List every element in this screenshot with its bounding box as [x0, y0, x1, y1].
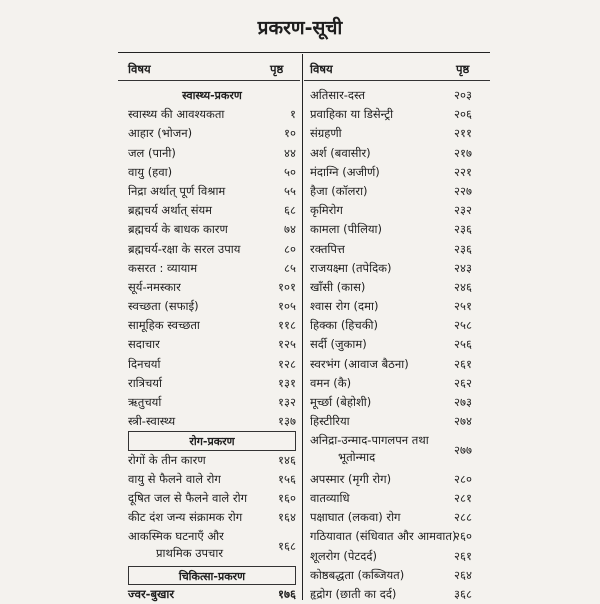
toc-entry: [310, 220, 472, 239]
toc-entry-title: हैजा (कॉलरा): [310, 183, 368, 198]
toc-entry: [128, 393, 296, 412]
toc-entry-page: २३६: [454, 222, 472, 237]
toc-entry: [310, 508, 472, 527]
toc-entry-page: २६१: [454, 356, 472, 371]
toc-entry-page: २३६: [454, 241, 472, 256]
toc-entry-title: पक्षाघात (लकवा) रोग: [310, 510, 401, 525]
toc-entry-title: वायु (हवा): [128, 164, 173, 179]
toc-entry-title: वातव्याधि: [310, 490, 350, 505]
toc-entry-page: ८५: [284, 260, 296, 275]
toc-entry: [128, 585, 296, 604]
toc-entry-page: १३१: [278, 375, 296, 390]
toc-entry: [310, 527, 472, 546]
toc-entry: [310, 86, 472, 105]
toc-entry-title: निद्रा अर्थात् पूर्ण विश्राम: [128, 183, 226, 198]
toc-entry-title-line1: अनिद्रा-उन्माद-पागलपन तथा: [310, 433, 429, 448]
page-title: प्रकरण-सूची: [257, 17, 343, 39]
toc-entry-page: २१७: [454, 145, 472, 160]
toc-entry-page: ११८: [278, 318, 296, 333]
toc-entry-page: २७३: [454, 395, 472, 409]
title-rule: [118, 52, 490, 53]
section-heading-label: रोग-प्रकरण: [189, 435, 235, 449]
toc-entry-title: ब्रह्मचर्य-रक्षा के सरल उपाय: [128, 241, 241, 256]
toc-entry-page: २८०: [454, 471, 472, 486]
left-contents-list: [128, 86, 296, 604]
toc-entry: [128, 489, 296, 508]
toc-entry-page: ७४: [284, 222, 296, 237]
toc-entry-page: १२५: [278, 337, 296, 352]
toc-entry-title: दिनचर्या: [128, 356, 161, 371]
toc-entry-page: १३२: [278, 395, 296, 409]
toc-entry: [310, 393, 472, 412]
toc-entry-page: १२८: [278, 356, 296, 371]
toc-entry-title: मूर्च्छा (बेहोशी): [310, 395, 372, 409]
toc-entry-page: १४६: [278, 452, 296, 467]
toc-entry-page: १६०: [278, 490, 296, 505]
toc-entry-page: २७४: [454, 414, 472, 429]
toc-entry-page: १५६: [278, 471, 296, 486]
toc-entry-title: रात्रिचर्या: [128, 375, 162, 390]
toc-entry: [310, 240, 472, 259]
toc-entry-title: ब्रह्मचर्य के बाधक कारण: [128, 222, 228, 237]
toc-entry: [310, 259, 472, 278]
toc-entry-page: २२१: [454, 164, 472, 179]
toc-entry-title-line2: प्राथमिक उपचार: [156, 546, 224, 561]
toc-entry-title: राजयक्ष्मा (तपेदिक): [310, 260, 392, 275]
toc-entry-title: अर्श (बवासीर): [310, 145, 371, 160]
toc-entry-page: २०३: [454, 88, 472, 102]
toc-entry-title: सदाचार: [128, 337, 160, 352]
toc-entry: [310, 278, 472, 297]
toc-entry: [128, 470, 296, 489]
toc-entry-page: २२७: [454, 183, 472, 198]
toc-entry: [310, 124, 472, 143]
toc-entry-title: सूर्य-नमस्कार: [128, 279, 181, 294]
toc-entry: [128, 316, 296, 335]
toc-entry-title: [128, 528, 224, 562]
toc-entry: [310, 585, 472, 604]
toc-entry-title: [310, 432, 429, 466]
section-heading-label: स्वास्थ्य-प्रकरण: [182, 89, 242, 102]
toc-entry-title: ऋतुचर्या: [128, 395, 162, 409]
section-heading: [128, 431, 296, 450]
toc-entry: [128, 508, 296, 527]
toc-entry-page: १०१: [278, 279, 296, 294]
toc-entry-title: दूषित जल से फैलने वाले रोग: [128, 490, 248, 505]
toc-entry-title: श्वास रोग (दमा): [310, 299, 379, 314]
right-subject-heading: विषय: [310, 62, 333, 76]
toc-entry: [128, 182, 296, 201]
toc-entry-title: हिस्टीरिया: [310, 414, 350, 429]
toc-entry: [128, 201, 296, 220]
toc-entry-page: २३२: [454, 203, 472, 218]
toc-entry: [128, 240, 296, 259]
toc-entry: [310, 355, 472, 374]
toc-entry: [310, 163, 472, 182]
toc-entry-title-line1: आकस्मिक घटनाएँ और: [128, 529, 224, 544]
toc-entry: [128, 355, 296, 374]
toc-entry-title: स्त्री-स्वास्थ्य: [128, 414, 176, 429]
toc-entry: [310, 431, 472, 469]
toc-entry-title: कीट दंश जन्य संक्रामक रोग: [128, 510, 243, 525]
toc-entry-page: १०: [284, 126, 296, 141]
left-subject-heading: विषय: [128, 62, 151, 76]
toc-entry: [128, 259, 296, 278]
toc-entry-page: २५८: [454, 318, 472, 333]
toc-entry: [128, 163, 296, 182]
toc-entry-title: गठियावात (संधिवात और आमवात): [310, 529, 457, 544]
left-page-heading: पृष्ठ: [270, 62, 284, 76]
toc-entry-page: ४४: [284, 145, 296, 160]
left-heading-rule: [118, 80, 300, 81]
toc-entry-page: २७७: [454, 443, 472, 458]
toc-entry-title: आहार (भोजन): [128, 126, 193, 141]
toc-entry: [128, 297, 296, 316]
toc-entry: [310, 335, 472, 354]
toc-entry-title: हृद्रोग (छाती का दर्द): [310, 586, 397, 601]
toc-entry: [310, 470, 472, 489]
toc-entry-page: २६२: [454, 375, 472, 390]
toc-entry-title: स्वरभंग (आवाज बैठना): [310, 356, 409, 371]
toc-entry-title: सर्दी (जुकाम): [310, 337, 367, 352]
toc-entry-page: १७६: [278, 586, 296, 601]
toc-entry-title: रक्तपित्त: [310, 241, 345, 256]
toc-entry-title: वमन (कै): [310, 375, 352, 390]
toc-entry: [128, 374, 296, 393]
toc-entry-page: २११: [454, 126, 472, 141]
toc-entry-page: १६८: [278, 539, 296, 554]
toc-entry-page: ८०: [284, 241, 296, 256]
toc-entry-page: २६४: [454, 567, 472, 582]
toc-entry: [128, 105, 296, 124]
toc-entry-title: कसरत : व्यायाम: [128, 260, 198, 275]
toc-entry: [310, 489, 472, 508]
toc-entry: [128, 412, 296, 431]
toc-entry-title: अपस्मार (मृगी रोग): [310, 471, 392, 486]
toc-entry-title: कामला (पीलिया): [310, 222, 383, 237]
toc-entry-title: खाँसी (कास): [310, 279, 366, 294]
toc-entry: [310, 182, 472, 201]
toc-entry: [310, 316, 472, 335]
toc-entry-title-line2: भूतोन्माद: [338, 450, 376, 465]
section-heading-label: चिकित्सा-प्रकरण: [178, 569, 246, 583]
right-heading-rule: [304, 80, 490, 81]
toc-entry: [128, 144, 296, 163]
toc-entry-title: शूलरोग (पेटदर्द): [310, 548, 377, 563]
toc-entry: [128, 278, 296, 297]
toc-entry-page: १: [290, 107, 296, 122]
toc-entry-title: ज्वर-बुखार: [128, 586, 175, 601]
toc-entry-title: कोष्ठबद्धता (कब्जियत): [310, 567, 405, 582]
toc-entry-title: संग्रहणी: [310, 126, 342, 141]
toc-entry-title: हिक्का (हिचकी): [310, 318, 378, 333]
toc-entry: [310, 547, 472, 566]
toc-entry: [310, 201, 472, 220]
toc-entry-title: अतिसार-दस्त: [310, 88, 366, 102]
toc-entry: [310, 105, 472, 124]
toc-entry: [310, 566, 472, 585]
toc-entry-page: २४३: [454, 260, 472, 275]
toc-entry-page: २४६: [454, 279, 472, 294]
toc-entry: [128, 335, 296, 354]
toc-entry-page: २६१: [454, 548, 472, 563]
toc-entry-title: सामूहिक स्वच्छता: [128, 318, 200, 333]
toc-entry-page: २८८: [454, 510, 472, 525]
toc-entry-page: २८१: [454, 490, 472, 505]
toc-entry-page: ५०: [284, 164, 296, 179]
toc-entry-page: १६४: [278, 510, 296, 525]
toc-entry-page: २५१: [454, 299, 472, 314]
section-heading: [128, 566, 296, 585]
toc-entry: [310, 374, 472, 393]
toc-entry: [128, 451, 296, 470]
toc-entry-page: २६०: [454, 529, 472, 544]
toc-entry-page: १०५: [278, 299, 296, 314]
toc-entry: [128, 527, 296, 565]
toc-entry-title: ब्रह्मचर्य अर्थात् संयम: [128, 203, 213, 218]
toc-entry-title: कृमिरोग: [310, 203, 343, 218]
right-contents-list: [310, 86, 472, 604]
toc-entry-title: वायु से फैलने वाले रोग: [128, 471, 221, 486]
column-divider: [302, 54, 303, 600]
toc-entry-title: स्वास्थ्य की आवश्यकता: [128, 107, 225, 122]
toc-entry-title: जल (पानी): [128, 145, 176, 160]
right-page-heading: पृष्ठ: [456, 62, 470, 76]
toc-entry-page: १३७: [278, 414, 296, 429]
section-heading: [128, 86, 296, 105]
toc-entry-page: ६८: [284, 203, 296, 218]
toc-entry-page: २०६: [454, 107, 472, 122]
toc-entry: [310, 144, 472, 163]
toc-entry: [310, 412, 472, 431]
toc-entry-page: ३६८: [454, 586, 472, 601]
toc-entry: [310, 297, 472, 316]
toc-entry: [128, 124, 296, 143]
toc-entry-title: मंदाग्नि (अजीर्ण): [310, 164, 380, 179]
toc-entry-page: २५६: [454, 337, 472, 352]
toc-entry-page: ५५: [284, 183, 296, 198]
toc-entry-title: प्रवाहिका या डिसेन्ट्री: [310, 107, 394, 122]
toc-entry-title: रोगों के तीन कारण: [128, 452, 206, 467]
toc-entry: [128, 220, 296, 239]
toc-entry-title: स्वच्छता (सफाई): [128, 299, 199, 314]
